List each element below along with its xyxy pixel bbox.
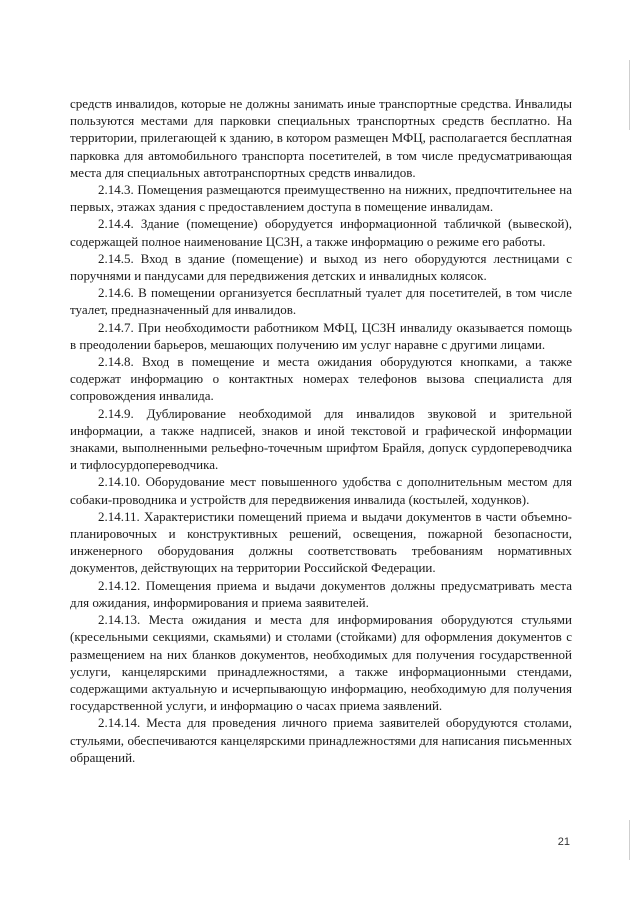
paragraph-2-14-12: 2.14.12. Помещения приема и выдачи документов должны предусматривать места для ожидания, информирования и приема заявителей. xyxy=(70,577,572,610)
paragraph-2-14-6: 2.14.6. В помещении организуется бесплатный туалет для посетителей, в том числе туалет, предназначенный для инвалидов. xyxy=(70,285,572,318)
paragraph-2-14-14: 2.14.14. Места для проведения личного приема заявителей оборудуются столами, стульями, обеспечиваются канцелярскими принадлежностями для написания письменных обращений. xyxy=(70,715,572,765)
paragraph-2-14-7: 2.14.7. При необходимости работником МФЦ, ЦСЗН инвалиду оказывается помощь в преодолении барьеров, мешающих получению им услуг наравне с другими лицами. xyxy=(70,319,572,352)
scan-edge-line-top xyxy=(629,60,630,130)
scan-edge-line-bottom xyxy=(629,820,630,860)
paragraph-2-14-9: 2.14.9. Дублирование необходимой для инвалидов звуковой и зрительной информации, а также надписей, знаков и иной текстовой и графической информации знаками, выполненными рельефно-точечным шрифтом Брайля, допуск сурдопереводчика и тифлосурдопереводчика. xyxy=(70,405,572,473)
paragraph-2-14-13: 2.14.13. Места ожидания и места для информирования оборудуются стульями (кресельными секциями, скамьями) и столами (стойками) для оформления документов с размещением на них бланков документов, необходимых для получения государственной услуги, канцелярскими принадлежностями, а также информационными стендами, содержащими актуальную и исчерпывающую информацию, необходимую для получения государственной услуги, и информацию о часах приема заявлений. xyxy=(70,612,572,714)
paragraph-2-14-4: 2.14.4. Здание (помещение) оборудуется информационной табличкой (вывеской), содержащей полное наименование ЦСЗН, а также информацию о режиме его работы. xyxy=(70,216,572,249)
paragraph-parking-continuation: средств инвалидов, которые не должны занимать иные транспортные средства. Инвалиды пользуются местами для парковки специальных транспортных средств бесплатно. На территории, прилегающей к зданию, в котором размещен МФЦ, располагается бесплатная парковка для автомобильного транспорта посетителей, в том числе предусматривающая места для специальных автотранспортных средств инвалидов. xyxy=(70,96,573,180)
paragraph-2-14-3: 2.14.3. Помещения размещаются преимущественно на нижних, предпочтительнее на первых, этажах здания с предоставлением доступа в помещение инвалидам. xyxy=(70,182,572,215)
paragraph-2-14-8: 2.14.8. Вход в помещение и места ожидания оборудуются кнопками, а также содержат информацию о контактных номерах телефонов вызова специалиста для сопровождения инвалида. xyxy=(70,354,572,404)
paragraph-2-14-5: 2.14.5. Вход в здание (помещение) и выход из него оборудуются лестницами с поручнями и пандусами для передвижения детских и инвалидных колясок. xyxy=(70,250,572,284)
page-number: 21 xyxy=(557,836,570,848)
paragraph-2-14-10: 2.14.10. Оборудование мест повышенного удобства с дополнительным местом для собаки-проводника и устройств для передвижения инвалида (костылей, ходунков). xyxy=(70,474,572,507)
document-body xyxy=(70,95,572,766)
paragraph-2-14-11: 2.14.11. Характеристики помещений приема и выдачи документов в части объемно-планировочных и конструктивных решений, освещения, пожарной безопасности, инженерного оборудования должны соответствовать требованиям нормативных документов, действующих на территории Российской Федерации. xyxy=(70,508,572,576)
